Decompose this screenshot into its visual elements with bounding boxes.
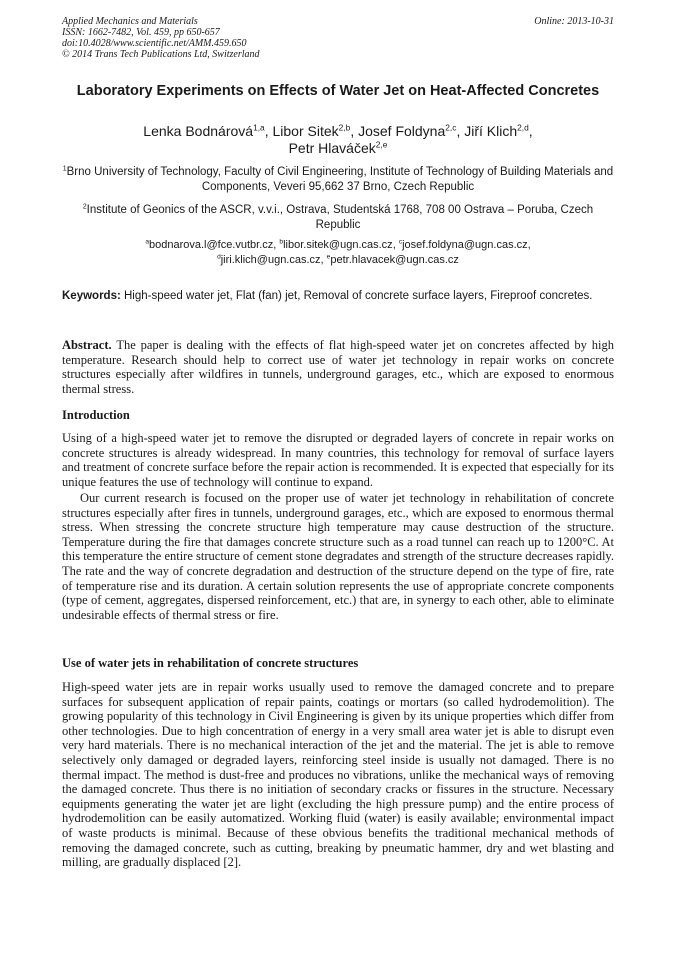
paper-title: Laboratory Experiments on Effects of Water Jet on Heat-Affected Concretes xyxy=(76,83,600,99)
affiliation-number: 1 xyxy=(62,165,67,173)
email-link[interactable]: libor.sitek@ugn.cas.cz xyxy=(283,239,393,251)
journal-copyright: © 2014 Trans Tech Publications Ltd, Switzerland xyxy=(62,49,260,60)
paragraph: Our current research is focused on the proper use of water jet technology in rehabilitation of concrete structures especially after fires in tunnels, underground garages, etc., which are exposed to enormous thermal stress. When stressing the concrete structure high temperature may cause destruction of the structure. Temperature during the fire that damages concrete structure such as a road tunnel can reach up to 1200°C. At this temperature the entire structure of cement stone degradates and strength of the structure decreases rapidly. The rate and the way of concrete degradation and destruction of the structure depend on the type of fire, rate of temperature rise and its duration. A certain solution represents the use of appropriate concrete components (type of cement, aggregates, dispersed reinforcement, etc.) that are, in synergy to each other, able to eliminate undesirable effects of thermal stress or fire. xyxy=(62,491,614,622)
email-link[interactable]: josef.foldyna@ugn.cas.cz xyxy=(402,239,528,251)
journal-doi[interactable]: doi:10.4028/www.scientific.net/AMM.459.650 xyxy=(62,38,247,49)
author-name: Lenka Bodnárová xyxy=(143,123,254,139)
keywords-label: Keywords: xyxy=(62,290,121,302)
online-date: Online: 2013-10-31 xyxy=(534,16,614,27)
author-superscript: 1,a xyxy=(253,122,265,133)
email-link[interactable]: petr.hlavacek@ugn.cas.cz xyxy=(330,254,459,266)
author-name: Jiří Klich xyxy=(464,123,518,139)
paragraph: High-speed water jets are in repair works usually used to remove the damaged concrete and to prepare surfaces for subsequent application of repair paints, coatings or mortars (so called hydrodemolition). The growing popularity of this technology in Civil Engineering is given by its unique properties which differ from other technologies. Due to high concentration of energy in a very small area water jet is able to disrupt even very hard materials. There is no mechanical interaction of the jet and the material. The jet is able to remove selectively only damaged or degraded layers, reinforcing steel inside is usually not damaged. There is no thermal impact. The method is dust-free and produces no vibrations, unlike the mechanical ways of removing the damaged concrete. Thus there is no initiation of secondary cracks or fissures in the structure. Necessary equipments generating the water jet are light (excluding the high pressure pump) and the entire process of hydrodemolition can be easily automatized. Working fluid (water) is easily available; environmental impact of waste products is minimal. Because of these obvious benefits the traditional mechanical methods of removing the damaged concrete, such as cutting, breaking by pneumatic hammer, dry and wet blasting and milling, are gradually displaced [2]. xyxy=(62,680,614,870)
author-name: Libor Sitek xyxy=(272,123,339,139)
section-heading-introduction: Introduction xyxy=(62,408,130,422)
author-list: Lenka Bodnárová$^{1,a}$, Libor Sitek$^{2,b}$, Josef Foldyna$^{2,c}$, Jiří Klich$^{2,d}$, Petr Hlaváček$^{2,e}$ xyxy=(143,122,533,156)
affiliation-1 xyxy=(62,165,614,195)
affiliation-text: Institute of Geonics of the ASCR, v.v.i., Ostrava, Studentská 1768, 708 00 Ostrava – Poruba, Czech Republic xyxy=(86,204,594,231)
affiliation-2 xyxy=(62,203,614,233)
email-link[interactable]: bodnarova.l@fce.vutbr.cz xyxy=(148,239,274,251)
abstract-text: The paper is dealing with the effects of flat high-speed water jet on concretes affected by high temperature. Research should help to correct use of water jet technology in repair works on concrete structures especially after wildfires in tunnels, underground garages, etc., which are exposed to enormous thermal stress. xyxy=(62,338,614,396)
author-superscript: 2,e xyxy=(375,139,388,150)
affiliation-number: 2 xyxy=(82,203,87,211)
keywords xyxy=(62,289,614,303)
author-name: Petr Hlaváček xyxy=(288,140,376,156)
author-superscript: 2,c xyxy=(445,122,457,133)
journal-name: Applied Mechanics and Materials xyxy=(62,16,198,27)
email-link[interactable]: jiri.klich@ugn.cas.cz xyxy=(220,254,321,266)
section-heading-water-jets: Use of water jets in rehabilitation of concrete structures xyxy=(62,656,359,670)
author-superscript: 2,b xyxy=(338,122,351,133)
paragraph: Using of a high-speed water jet to remove the disrupted or degraded layers of concrete in repair works on concrete structures is already widespread. In many countries, this technology for removal of surface layers and treatment of concrete surface before the repair action is recommended. It is expected that especially for its unique features the use of technology will continue to expand. xyxy=(62,431,614,489)
journal-header xyxy=(62,16,260,60)
keywords-text: High-speed water jet, Flat (fan) jet, Removal of concrete surface layers, Fireproof concretes. xyxy=(124,290,593,302)
abstract-label: Abstract. xyxy=(62,338,112,352)
affiliation-text: Brno University of Technology, Faculty of Civil Engineering, Institute of Technology of Building Materials and Components, Veveri 95,662 37 Brno, Czech Republic xyxy=(66,166,614,193)
abstract xyxy=(62,338,614,396)
journal-issn: ISSN: 1662-7482, Vol. 459, pp 650-657 xyxy=(62,27,220,38)
author-name: Josef Foldyna xyxy=(358,123,446,139)
author-superscript: 2,d xyxy=(517,122,529,133)
author-emails: $^a$bodnarova.l@fce.vutbr.cz, $^b$libor.sitek@ugn.cas.cz, $^c$josef.foldyna@ugn.cas.cz, $^d$jiri.klich@ugn.cas.cz, $^e$petr.hlavacek@ugn.cas.cz xyxy=(145,238,531,266)
